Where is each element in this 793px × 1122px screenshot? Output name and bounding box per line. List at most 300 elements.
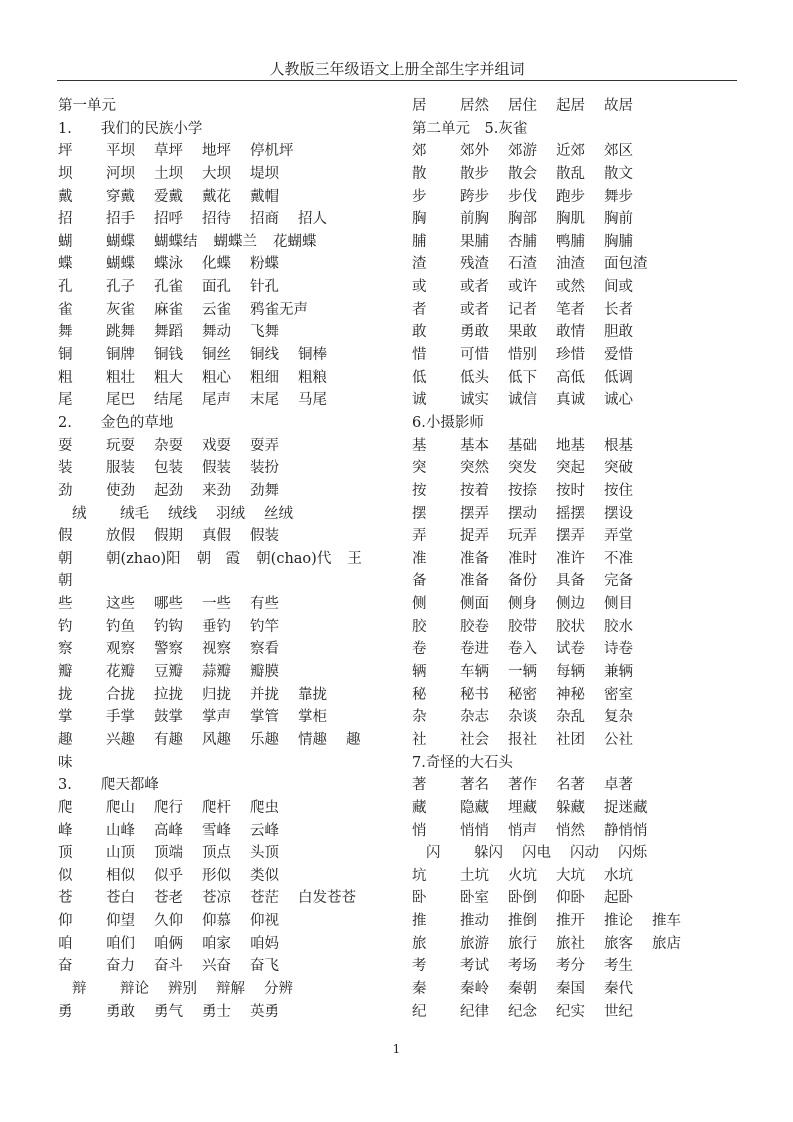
vocab-character: 准 [412,550,427,567]
vocab-word: 勇敢 [106,1003,135,1020]
section-heading: 2. 金色的草地 [58,414,174,431]
vocab-word: 杂谈 [508,709,537,726]
vocab-word: 兴奋 [202,958,231,975]
section-heading: 7.奇怪的大石头 [412,754,513,771]
vocab-word: 土坑 [460,867,489,884]
vocab-row [58,638,398,661]
vocab-word: 准备 [460,550,489,567]
vocab-word: 铜钱 [154,347,183,364]
vocab-word: 假装 [250,528,279,545]
vocab-word: 爬杆 [202,799,231,816]
vocab-word: 卷入 [508,641,537,658]
vocab-character: 朝 [58,550,73,567]
vocab-character: 劲 [58,482,73,499]
vocab-word: 公社 [604,731,633,748]
vocab-word: 云雀 [202,301,231,318]
vocab-row [412,389,742,412]
vocab-word: 侧身 [508,596,537,613]
vocab-word: 尾声 [202,392,231,409]
vocab-word: 高峰 [154,822,183,839]
vocab-word: 纪实 [556,1003,585,1020]
vocab-row [58,208,398,231]
vocab-word: 报社 [508,731,537,748]
vocab-character: 辩 [72,980,87,997]
vocab-word: 诚心 [604,392,633,409]
vocab-word: 神秘 [556,686,585,703]
vocab-word: 跑步 [556,188,585,205]
vocab-character: 些 [58,596,73,613]
vocab-word: 钓鱼 [106,618,135,635]
vocab-row [412,706,742,729]
vocab-character: 坝 [58,165,73,182]
vocab-word: 舞蹈 [154,324,183,341]
vocab-word: 兼辆 [604,664,633,681]
vocab-word: 风趣 [202,731,231,748]
vocab-character: 秦 [412,980,427,997]
vocab-word: 间或 [604,279,633,296]
vocab-word: 形似 [202,867,231,884]
vocab-word: 胸部 [508,211,537,228]
vocab-word: 戏耍 [202,437,231,454]
vocab-word: 胸肌 [556,211,585,228]
vocab-word: 社团 [556,731,585,748]
vocab-row [412,616,742,639]
vocab-row [58,661,398,684]
vocab-word: 秦岭 [460,980,489,997]
vocab-word: 散步 [460,165,489,182]
vocab-word: 笔者 [556,301,585,318]
vocab-word: 果脯 [460,233,489,250]
vocab-word: 敢情 [556,324,585,341]
vocab-row [58,842,398,865]
vocab-word: 悄悄 [460,822,489,839]
vocab-word: 侧目 [604,596,633,613]
vocab-word: 粗心 [202,369,231,386]
vocab-word: 钓钩 [154,618,183,635]
vocab-word: 胶卷 [460,618,489,635]
vocab-character: 瓣 [58,664,73,681]
vocab-word: 勇敢 [460,324,489,341]
vocab-character: 按 [412,482,427,499]
vocab-character: 社 [412,731,427,748]
vocab-row [58,865,398,888]
vocab-word: 装扮 [250,460,279,477]
vocab-row [412,820,742,843]
vocab-word: 粗大 [154,369,183,386]
vocab-character: 侧 [412,596,427,613]
vocab-word: 闪动 [570,845,599,862]
vocab-word: 灰雀 [106,301,135,318]
vocab-character: 趣 [58,731,73,748]
vocab-word: 准许 [556,550,585,567]
vocab-row [58,480,398,503]
vocab-word: 火坑 [508,867,537,884]
vocab-word: 戴帽 [250,188,279,205]
vocab-row [412,548,742,571]
vocab-word: 隐藏 [460,799,489,816]
vocab-row [412,638,742,661]
vocab-word: 拉拢 [154,686,183,703]
vocab-word: 一辆 [508,664,537,681]
vocab-word: 地基 [556,437,585,454]
vocab-word: 朝(zhao)阳 [106,550,181,567]
vocab-word: 鸭脯 [556,233,585,250]
vocab-word: 朝(chao)代 [256,550,332,567]
vocab-word: 起劲 [154,482,183,499]
vocab-word: 按时 [556,482,585,499]
vocab-word: 绒线 [168,505,197,522]
vocab-word: 故居 [604,98,633,114]
vocab-character: 杂 [412,709,427,726]
vocab-word: 杂志 [460,709,489,726]
vocab-character: 闪 [426,845,441,862]
vocab-row [412,321,742,344]
vocab-word: 或然 [556,279,585,296]
vocab-word: 分辨 [264,980,293,997]
vocab-word: 诗卷 [604,641,633,658]
vocab-word: 杂乱 [556,709,585,726]
vocab-word: 低下 [508,369,537,386]
vocab-word: 手掌 [106,709,135,726]
vocab-word: 推倒 [508,913,537,930]
vocab-row [412,1001,742,1024]
vocab-word: 摇摆 [556,505,585,522]
vocab-character: 备 [412,573,427,590]
section-heading: 6.小摄影师 [412,414,484,431]
vocab-character: 苍 [58,890,73,907]
section-heading: 朝 [58,573,73,590]
left-column [58,95,398,1023]
vocab-word: 假期 [154,528,183,545]
vocab-word: 考试 [460,958,489,975]
vocab-row [58,706,398,729]
vocab-row [412,503,742,526]
vocab-word: 爬山 [106,799,135,816]
vocab-word: 来劲 [202,482,231,499]
vocab-character: 脯 [412,233,427,250]
vocab-row [58,457,398,480]
vocab-word: 爱戴 [154,188,183,205]
vocab-word: 居住 [508,98,537,114]
vocab-row [412,978,742,1001]
vocab-row [412,435,742,458]
vocab-character: 惜 [412,347,427,364]
vocab-word: 相似 [106,867,135,884]
vocab-word: 郊区 [604,143,633,160]
vocab-character: 步 [412,188,427,205]
vocab-word: 推开 [556,913,585,930]
vocab-word: 著作 [508,777,537,794]
vocab-character: 胸 [412,211,427,228]
vocab-word: 有些 [250,596,279,613]
vocab-word: 考生 [604,958,633,975]
vocab-character: 诚 [412,392,427,409]
vocab-word: 劲舞 [250,482,279,499]
vocab-word: 麻雀 [154,301,183,318]
vocab-character: 奋 [58,958,73,975]
vocab-word: 卧室 [460,890,489,907]
vocab-character: 藏 [412,799,427,816]
vocab-word: 垂钓 [202,618,231,635]
vocab-character: 粗 [58,369,73,386]
vocab-character: 推 [412,913,427,930]
vocab-word: 胸前 [604,211,633,228]
vocab-word: 准时 [508,550,537,567]
vocab-word: 惜别 [508,347,537,364]
vocab-word: 推论 [604,913,633,930]
vocab-word: 粉蝶 [250,256,279,273]
vocab-row [412,570,742,593]
vocab-row [58,435,398,458]
vocab-word: 爬行 [154,799,183,816]
vocab-row [58,729,398,752]
vocab-word: 爬虫 [250,799,279,816]
vocab-word: 低调 [604,369,633,386]
vocab-word: 鸦雀无声 [250,301,308,318]
vocab-word: 掌声 [202,709,231,726]
vocab-row [412,933,742,956]
vocab-word: 杏脯 [508,233,537,250]
vocab-word: 蝴蝶结 [154,233,198,250]
vocab-character: 纪 [412,1003,427,1020]
vocab-word: 招待 [202,211,231,228]
vocab-word: 胶状 [556,618,585,635]
section-heading: 第二单元 5.灰雀 [412,120,528,137]
vocab-word: 完备 [604,573,633,590]
vocab-word: 警察 [154,641,183,658]
vocab-word: 悄然 [556,822,585,839]
vocab-word: 化蝶 [202,256,231,273]
vocab-word: 旅客 [604,935,633,952]
vocab-character: 坑 [412,867,427,884]
vocab-word: 辩解 [216,980,245,997]
vocab-row [58,186,398,209]
vocab-word: 咱妈 [250,935,279,952]
vocab-word: 咱家 [202,935,231,952]
vocab-character: 坪 [58,143,73,160]
vocab-word: 趣 [346,731,361,748]
vocab-word: 秘密 [508,686,537,703]
vocab-word: 突破 [604,460,633,477]
vocab-word: 使劲 [106,482,135,499]
vocab-word: 假装 [202,460,231,477]
vocab-row [412,729,742,752]
vocab-word: 郊外 [460,143,489,160]
vocab-row [412,231,742,254]
vocab-word: 招商 [250,211,279,228]
vocab-character: 招 [58,211,73,228]
vocab-word: 秦朝 [508,980,537,997]
vocab-word: 突然 [460,460,489,477]
vocab-character: 峰 [58,822,73,839]
vocab-word: 杂耍 [154,437,183,454]
vocab-word: 针孔 [250,279,279,296]
vocab-word: 珍惜 [556,347,585,364]
vocab-word: 铜丝 [202,347,231,364]
vocab-word: 居然 [460,98,489,114]
vocab-row [412,163,742,186]
vocab-word: 穿戴 [106,188,135,205]
vocab-row [58,684,398,707]
vocab-character: 咱 [58,935,73,952]
vocab-word: 包装 [154,460,183,477]
vocab-character: 蝶 [58,256,73,273]
vocab-word: 草坪 [154,143,183,160]
vocab-word: 真假 [202,528,231,545]
vocab-row [412,887,742,910]
vocab-word: 铜线 [250,347,279,364]
vocab-word: 胶水 [604,618,633,635]
vocab-word: 苍茫 [250,890,279,907]
vocab-character: 勇 [58,1003,73,1020]
vocab-word: 归拢 [202,686,231,703]
document-title: 人教版三年级语文上册全部生字并组词 [269,60,525,78]
vocab-word: 躲藏 [556,799,585,816]
vocab-character: 渣 [412,256,427,273]
vocab-character: 绒 [72,505,87,522]
vocab-word: 备份 [508,573,537,590]
vocab-word: 胸脯 [604,233,633,250]
vocab-row [58,820,398,843]
vocab-word: 铜棒 [298,347,327,364]
vocab-word: 花蝴蝶 [273,233,317,250]
vocab-word: 诚实 [460,392,489,409]
vocab-word: 末尾 [250,392,279,409]
vocab-row [58,910,398,933]
vocab-row [412,865,742,888]
section-heading: 味 [58,754,73,771]
vocab-word: 招手 [106,211,135,228]
vocab-word: 咱俩 [154,935,183,952]
vocab-word: 观察 [106,641,135,658]
header-rule [57,80,737,81]
vocab-word: 久仰 [154,913,183,930]
vocab-row [58,503,398,526]
vocab-character: 钓 [58,618,73,635]
vocab-word: 蒜瓣 [202,664,231,681]
vocab-word: 类似 [250,867,279,884]
vocab-character: 顶 [58,845,73,862]
vocab-row [412,797,742,820]
vocab-word: 摆动 [508,505,537,522]
vocab-character: 居 [412,98,427,114]
vocab-word: 蝴蝶 [106,233,135,250]
vocab-word: 高低 [556,369,585,386]
vocab-word: 跳舞 [106,324,135,341]
vocab-word: 考场 [508,958,537,975]
vocab-word: 头顶 [250,845,279,862]
vocab-word: 卓著 [604,777,633,794]
vocab-word: 突起 [556,460,585,477]
vocab-word: 闪电 [522,845,551,862]
vocab-word: 奋飞 [250,958,279,975]
vocab-character: 舞 [58,324,73,341]
vocab-word: 近郊 [556,143,585,160]
vocab-word: 玩弄 [508,528,537,545]
vocab-word: 散文 [604,165,633,182]
vocab-row [412,910,742,933]
vocab-word: 奋力 [106,958,135,975]
vocab-word: 摆弄 [460,505,489,522]
vocab-word: 起居 [556,98,585,114]
vocab-word: 仰望 [106,913,135,930]
vocab-row [412,253,742,276]
vocab-row [412,140,742,163]
section-heading: 1. 我们的民族小学 [58,120,203,137]
vocab-character: 考 [412,958,427,975]
vocab-row [412,661,742,684]
vocab-word: 英勇 [250,1003,279,1020]
vocab-row [412,774,742,797]
vocab-character: 装 [58,460,73,477]
vocab-word: 悄声 [508,822,537,839]
vocab-row [58,367,398,390]
vocab-word: 残渣 [460,256,489,273]
vocab-word: 铜牌 [106,347,135,364]
vocab-word: 推动 [460,913,489,930]
vocab-word: 静悄悄 [604,822,648,839]
vocab-character: 掌 [58,709,73,726]
vocab-word: 推车 [652,913,681,930]
vocab-word: 旅社 [556,935,585,952]
vocab-word: 考分 [556,958,585,975]
vocab-word: 舞步 [604,188,633,205]
vocab-word: 丝绒 [264,505,293,522]
vocab-word: 瓣膜 [250,664,279,681]
vocab-word: 秦代 [604,980,633,997]
vocab-word: 面孔 [202,279,231,296]
vocab-character: 胶 [412,618,427,635]
vocab-character: 耍 [58,437,73,454]
vocab-row [412,367,742,390]
vocab-word: 名著 [556,777,585,794]
vocab-word: 或者 [460,279,489,296]
vocab-row [58,389,398,412]
vocab-word: 秦国 [556,980,585,997]
vocab-word: 马尾 [298,392,327,409]
vocab-row [412,299,742,322]
vocab-word: 哪些 [154,596,183,613]
vocab-word: 顶点 [202,845,231,862]
vocab-row [58,525,398,548]
vocab-word: 摆设 [604,505,633,522]
vocab-row [58,253,398,276]
vocab-word: 油渣 [556,256,585,273]
vocab-word: 每辆 [556,664,585,681]
vocab-word: 埋藏 [508,799,537,816]
vocab-word: 真诚 [556,392,585,409]
vocab-word: 仰慕 [202,913,231,930]
vocab-word: 鼓掌 [154,709,183,726]
vocab-word: 花瓣 [106,664,135,681]
vocab-character: 爬 [58,799,73,816]
vocab-word: 根基 [604,437,633,454]
vocab-row [58,933,398,956]
vocab-word: 视察 [202,641,231,658]
vocab-character: 突 [412,460,427,477]
vocab-row [58,887,398,910]
vocab-word: 可惜 [460,347,489,364]
vocab-word: 停机坪 [250,143,294,160]
section-heading: 第一单元 [58,98,116,114]
vocab-word: 旅店 [652,935,681,952]
vocab-word: 基本 [460,437,489,454]
vocab-word: 按着 [460,482,489,499]
vocab-word: 突发 [508,460,537,477]
vocab-word: 爱惜 [604,347,633,364]
vocab-character: 弄 [412,528,427,545]
vocab-word: 基础 [508,437,537,454]
